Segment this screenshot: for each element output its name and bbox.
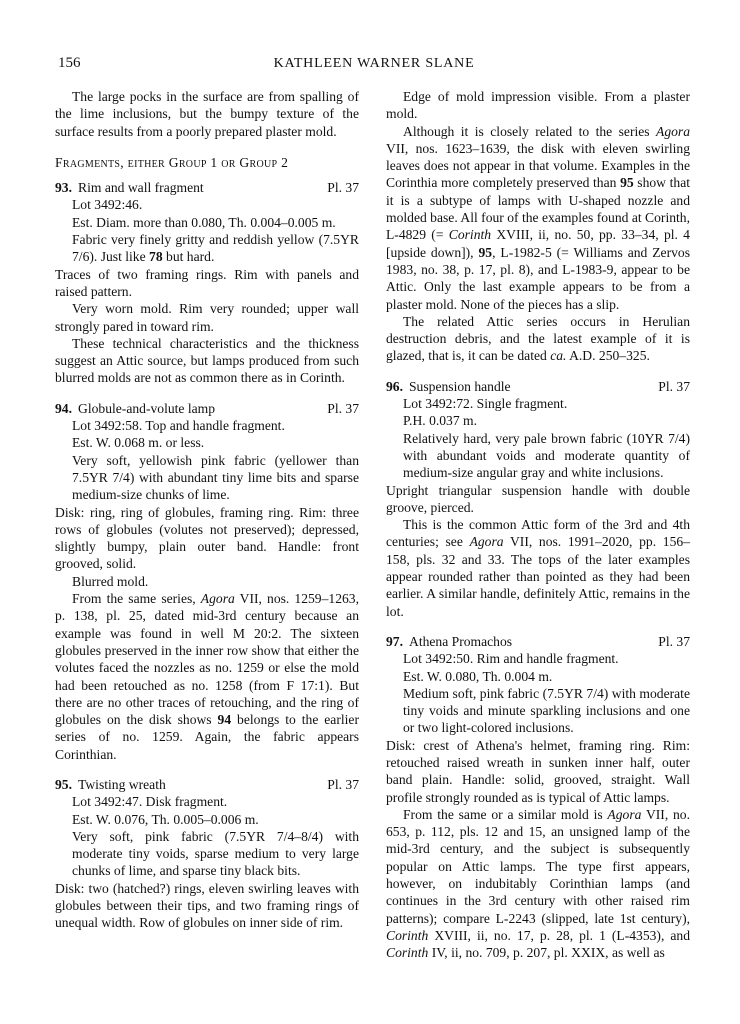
entry-94-number: 94. [55, 400, 72, 416]
entry-93-heading [55, 179, 359, 196]
entry-97-discussion: From the same or a similar mold is Agora VII, no. 653, p. 112, pls. 12 and 15, an unsigned lamp of the mid-3rd century, and the subject is subsequently popular on Attic lamps. The type first appears, however, on indubitably Corinthian lamps (and continues in the 3rd century with other raised rim patterns); compare L-2243 (slipped, late 1st century), Corinth XVIII, ii, no. 17, p. 28, pl. 1 (L-4353), and Corinth IV, ii, no. 709, p. 207, pl. XXIX, as well as [386, 806, 690, 961]
right-column [386, 88, 690, 962]
running-header [58, 55, 690, 75]
entry-95-attic-series: The related Attic series occurs in Herulian destruction debris, and the latest example of it is glazed, that is, it can be dated ca. A.D. 250–325. [386, 313, 690, 364]
entry-96-dimensions: P.H. 0.037 m. [403, 413, 478, 429]
entry-96-number: 96. [386, 378, 403, 394]
entry-94-plate: Pl. 37 [327, 400, 359, 416]
entry-95-title: Twisting wreath [78, 776, 166, 792]
entry-93-title: Rim and wall fragment [78, 180, 204, 196]
entry-94-description: Disk: ring, ring of globules, framing ring. Rim: three rows of globules (volutes not preserved); depressed, slightly bumpy, plain outer band. Handle: front grooved, solid. [55, 504, 359, 572]
entry-93-plate: Pl. 37 [327, 180, 359, 196]
entry-95-continuation: Edge of mold impression visible. From a plaster mold. [386, 89, 690, 122]
entry-97-dimensions: Est. W. 0.080, Th. 0.004 m. [403, 668, 553, 684]
entry-97-lot: Lot 3492:50. Rim and handle fragment. [403, 651, 619, 667]
entry-94-discussion: From the same series, Agora VII, nos. 1259–1263, p. 138, pl. 25, dated mid-3rd century because an example was found in well M 20:2. The sixteen globules preserved in the inner row show that either the volutes faced the nozzles as no. 1259 or else the mold had been retouched as no. 1258 (from F 17:1). But there are no other traces of retouching, and the ring of globules on the disk shows 94 belongs to the earlier series of no. 1259. Again, the fabric appears Corinthian. [55, 591, 359, 762]
entry-93-number: 93. [55, 180, 72, 196]
entry-95-description: Disk: two (hatched?) rings, eleven swirling leaves with globules between their tips, and two framing rings of unequal width. Row of globules on inner side of rim. [55, 880, 359, 931]
entry-93-description: Traces of two framing rings. Rim with panels and raised pattern. [55, 266, 359, 299]
entry-94-lot: Lot 3492:58. Top and handle fragment. [72, 418, 285, 434]
page-number: 156 [58, 55, 81, 71]
entry-97-description: Disk: crest of Athena's helmet, framing ring. Rim: retouched raised wreath in sunken inner half, outer band plain. Handle: solid, grooved, straight. Wall profile strongly rounded as is typical of Attic lamps. [386, 737, 690, 805]
entry-93-dimensions: Est. Diam. more than 0.080, Th. 0.004–0.005 m. [72, 214, 336, 230]
entry-96-title: Suspension handle [409, 378, 511, 394]
entry-93-mold-note: Very worn mold. Rim very rounded; upper wall strongly pared in toward rim. [55, 301, 359, 334]
entry-96-fabric: Relatively hard, very pale brown fabric (10YR 7/4) with abundant voids and moderate quantity of medium-size angular gray and white inclusions. [403, 430, 690, 481]
entry-96-heading [386, 378, 690, 395]
running-title: KATHLEEN WARNER SLANE [273, 56, 475, 71]
entry-94-heading [55, 400, 359, 417]
entry-93-fabric: Fabric very finely gritty and reddish yellow (7.5YR 7/6). Just like 78 but hard. [72, 232, 359, 265]
entry-93-discussion: These technical characteristics and the thickness suggest an Attic source, but lamps produced from such blurred molds are not as common there as in Corinth. [55, 335, 359, 386]
entry-95-plate: Pl. 37 [327, 776, 359, 792]
intro-paragraph: The large pocks in the surface are from spalling of the lime inclusions, but the bumpy texture of the surface results from a poorly prepared plaster mold. [55, 89, 359, 139]
entry-96-lot: Lot 3492:72. Single fragment. [403, 396, 568, 412]
entry-95-lot: Lot 3492:47. Disk fragment. [72, 794, 228, 810]
entry-95-discussion: Although it is closely related to the series Agora VII, nos. 1623–1639, the disk with eleven swirling leaves does not appear in that volume. Examples in the Corinthia more completely preserved than 95 show that it is a subtype of lamps with U-shaped nozzle and molded base. All four of the examples found at Corinth, L-4829 (= Corinth XVIII, ii, no. 50, pp. 33–34, pl. 4 [upside down]), 95, L-1982-5 (= Williams and Zervos 1983, no. 38, p. 17, pl. 8), and L-1983-9, appear to be Attic. Only the last example appears to be from a plaster mold. None of the pieces has a slip. [386, 123, 690, 312]
entry-95-heading [55, 776, 359, 793]
entry-97-plate: Pl. 37 [658, 633, 690, 649]
entry-97-number: 97. [386, 633, 403, 649]
entry-94-title: Globule-and-volute lamp [78, 400, 216, 416]
entry-94-dimensions: Est. W. 0.068 m. or less. [72, 435, 205, 451]
entry-95-dimensions: Est. W. 0.076, Th. 0.005–0.006 m. [72, 811, 259, 827]
entry-97-title: Athena Promachos [409, 633, 513, 649]
entry-97-fabric: Medium soft, pink fabric (7.5YR 7/4) with moderate tiny voids and minute sparkling inclusions and one or two light-colored inclusions. [403, 685, 690, 736]
entry-96-discussion: This is the common Attic form of the 3rd and 4th centuries; see Agora VII, nos. 1991–2020, pp. 156–158, pls. 32 and 33. The tops of the later examples appear rounded rather than pointed as they had been earlier. A similar handle, definitely Attic, remains in the lot. [386, 517, 690, 619]
left-column [55, 88, 359, 932]
entry-96-plate: Pl. 37 [658, 378, 690, 394]
entry-96-description: Upright triangular suspension handle with double groove, pierced. [386, 482, 690, 515]
entry-94-fabric: Very soft, yellowish pink fabric (yellower than 7.5YR 7/4) with abundant tiny lime bits and sparse medium-size chunks of lime. [72, 452, 359, 503]
entry-94-mold-note: Blurred mold. [72, 573, 149, 589]
entry-95-fabric: Very soft, pink fabric (7.5YR 7/4–8/4) with moderate tiny voids, sparse medium to very large chunks of lime, and sparse tiny black bits. [72, 828, 359, 879]
entry-95-number: 95. [55, 776, 72, 792]
entry-97-heading [386, 633, 690, 650]
entry-93-lot: Lot 3492:46. [72, 197, 143, 213]
section-title: Fragments, either Group 1 or Group 2 [55, 154, 289, 170]
